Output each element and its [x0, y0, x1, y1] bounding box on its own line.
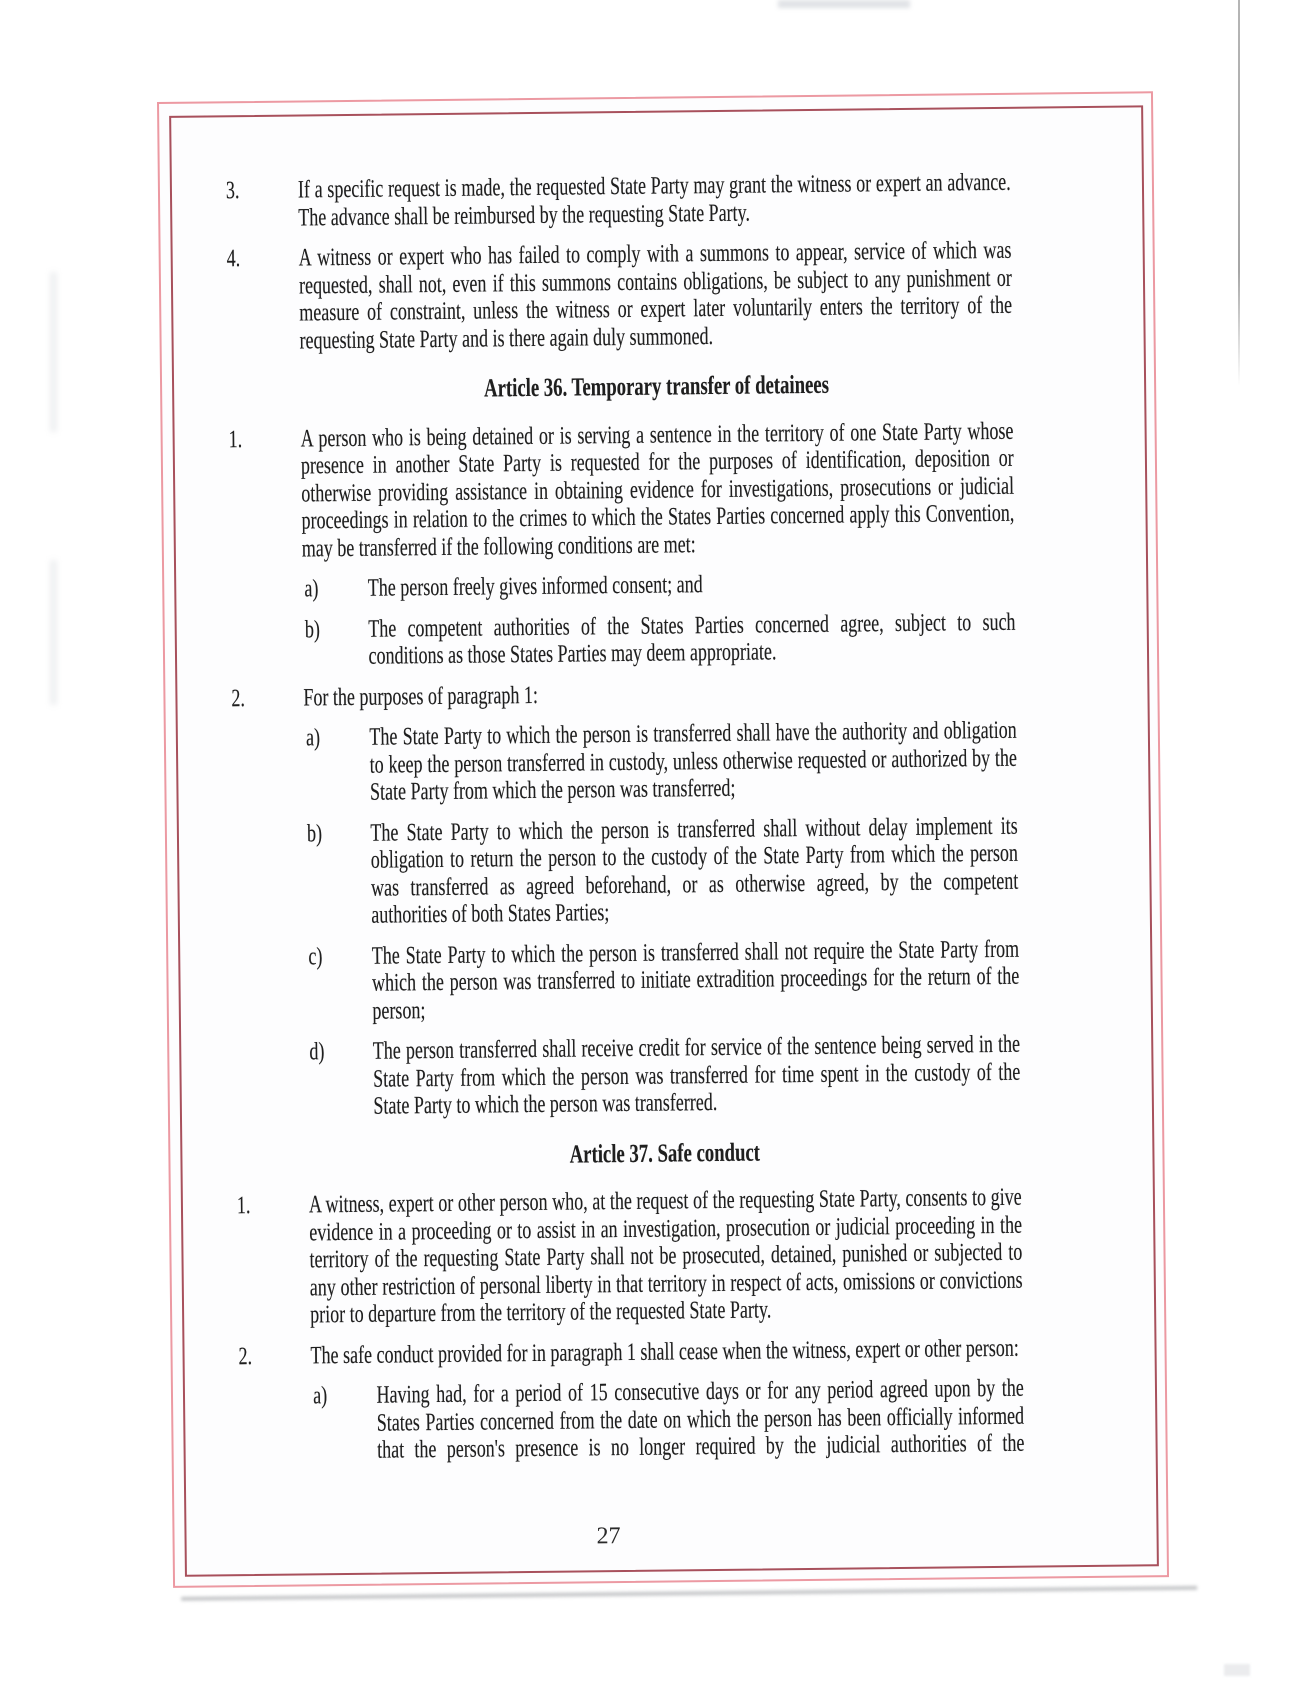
article-heading: Article 36. Temporary transfer of detainees [483, 369, 830, 403]
paragraph-text: If a specific request is made, the requested State Party may grant the witness or expert an advance. The advance shall be reimbursed by the requesting State Party. [297, 168, 1011, 231]
page-number: 27 [596, 1523, 621, 1550]
paragraph-text: A witness, expert or other person who, at the request of the requesting State Party, consents to give evidence in a proceeding or to assist in an investigation, prosecution or judicial proceeding in the territory of the requesting State Party shall not be prosecuted, detained, punished or subjected to any other restriction of personal liberty in that territory in respect of acts, omissions or convictions prior to departure from the territory of the requested State Party. [308, 1183, 1023, 1329]
paragraph-number: 2. [238, 1342, 253, 1370]
page-border-outer [157, 91, 1169, 1588]
list-item [231, 608, 1016, 671]
list-letter: a) [313, 1382, 328, 1410]
paragraph-number: 1. [228, 425, 243, 453]
paragraph [238, 1334, 1023, 1370]
scan-artifact-vertical-line [1238, 0, 1240, 386]
scan-artifact-bottom-shadow [181, 1586, 1197, 1601]
scan-artifact-corner-mark [1224, 1664, 1250, 1676]
list-item-text: Having had, for a period of 15 consecutive days or for any period agreed upon by the States Parties concerned from the date on which the person has been officially informed that the person's presence is no longer required by the judicial authorities of the [376, 1374, 1025, 1464]
list-item-text: The State Party to which the person is transferred shall have the authority and obligation to keep the person transferred in custody, unless otherwise requested or authorized by the State Party from which the person was transferred; [369, 716, 1018, 806]
list-letter: b) [306, 819, 323, 847]
paragraph-text: A person who is being detained or is serving a sentence in the territory of one State Party whose presence in another State Party is requested for the purposes of identification, deposition or otherwise providing assistance in obtaining evidence for investigations, prosecutions or judicial proceedings in relation to the crimes to which the States Parties concerned apply this Convention, may be transferred if the following conditions are met: [300, 417, 1015, 562]
list-letter: a) [304, 575, 319, 603]
paragraph [226, 169, 1011, 232]
paragraph-text: For the purposes of paragraph 1: [303, 681, 539, 711]
scan-artifact-top-smudge [778, 0, 910, 8]
list-item [235, 1031, 1021, 1122]
paragraph-number: 1. [236, 1192, 251, 1220]
list-item [232, 717, 1018, 808]
list-item [239, 1375, 1025, 1466]
list-item-text: The competent authorities of the States Parties concerned agree, subject to such conditions as those States Parties may deem appropriate. [368, 608, 1016, 670]
paragraph [237, 1184, 1023, 1330]
paragraph [231, 676, 1016, 712]
list-item [234, 935, 1020, 1026]
scan-artifact-left-smudge [50, 272, 57, 432]
list-item-text: The State Party to which the person is transferred shall not require the State Party from which the person was transferred to initiate extradition proceedings for the return of the person; [371, 935, 1020, 1025]
paragraph [229, 417, 1015, 563]
list-letter: d) [309, 1038, 325, 1066]
paragraph-number: 4. [226, 245, 241, 273]
paragraph-text: A witness or expert who has failed to comply with a summons to appear, service of which was requested, shall not, even if this summons contains obligations, be subject to any punishment or measure of constraint, unless the witness or expert later voluntarily enters the territory of the requesting State Party and is there again duly summoned. [298, 236, 1013, 354]
article-heading: Article 37. Safe conduct [569, 1137, 761, 1169]
list-item-text: The person freely gives informed consent; and [367, 571, 703, 602]
paragraph [227, 237, 1013, 355]
list-item-text: The State Party to which the person is transferred shall without delay implement its obligation to return the person to the custody of the State Party from which the person was transferred as agreed beforehand, or as otherwise agreed, by the competent authorities of both States Parties; [370, 812, 1019, 929]
paragraph-number: 2. [231, 684, 246, 712]
document-body [226, 169, 1025, 1479]
paragraph-number: 3. [225, 177, 240, 205]
list-item [230, 568, 1015, 604]
paragraph-text: The safe conduct provided for in paragraph 1 shall cease when the witness, expert or other person: [310, 1334, 1019, 1369]
list-letter: c) [308, 942, 323, 970]
list-item [233, 812, 1019, 930]
scan-artifact-left-smudge [50, 560, 57, 705]
list-letter: b) [304, 615, 321, 643]
list-letter: a) [305, 724, 321, 752]
list-item-text: The person transferred shall receive credit for service of the sentence being served in the State Party from which the person was transferred for time spent in the custody of the State Party to which the person was transferred. [372, 1030, 1021, 1120]
